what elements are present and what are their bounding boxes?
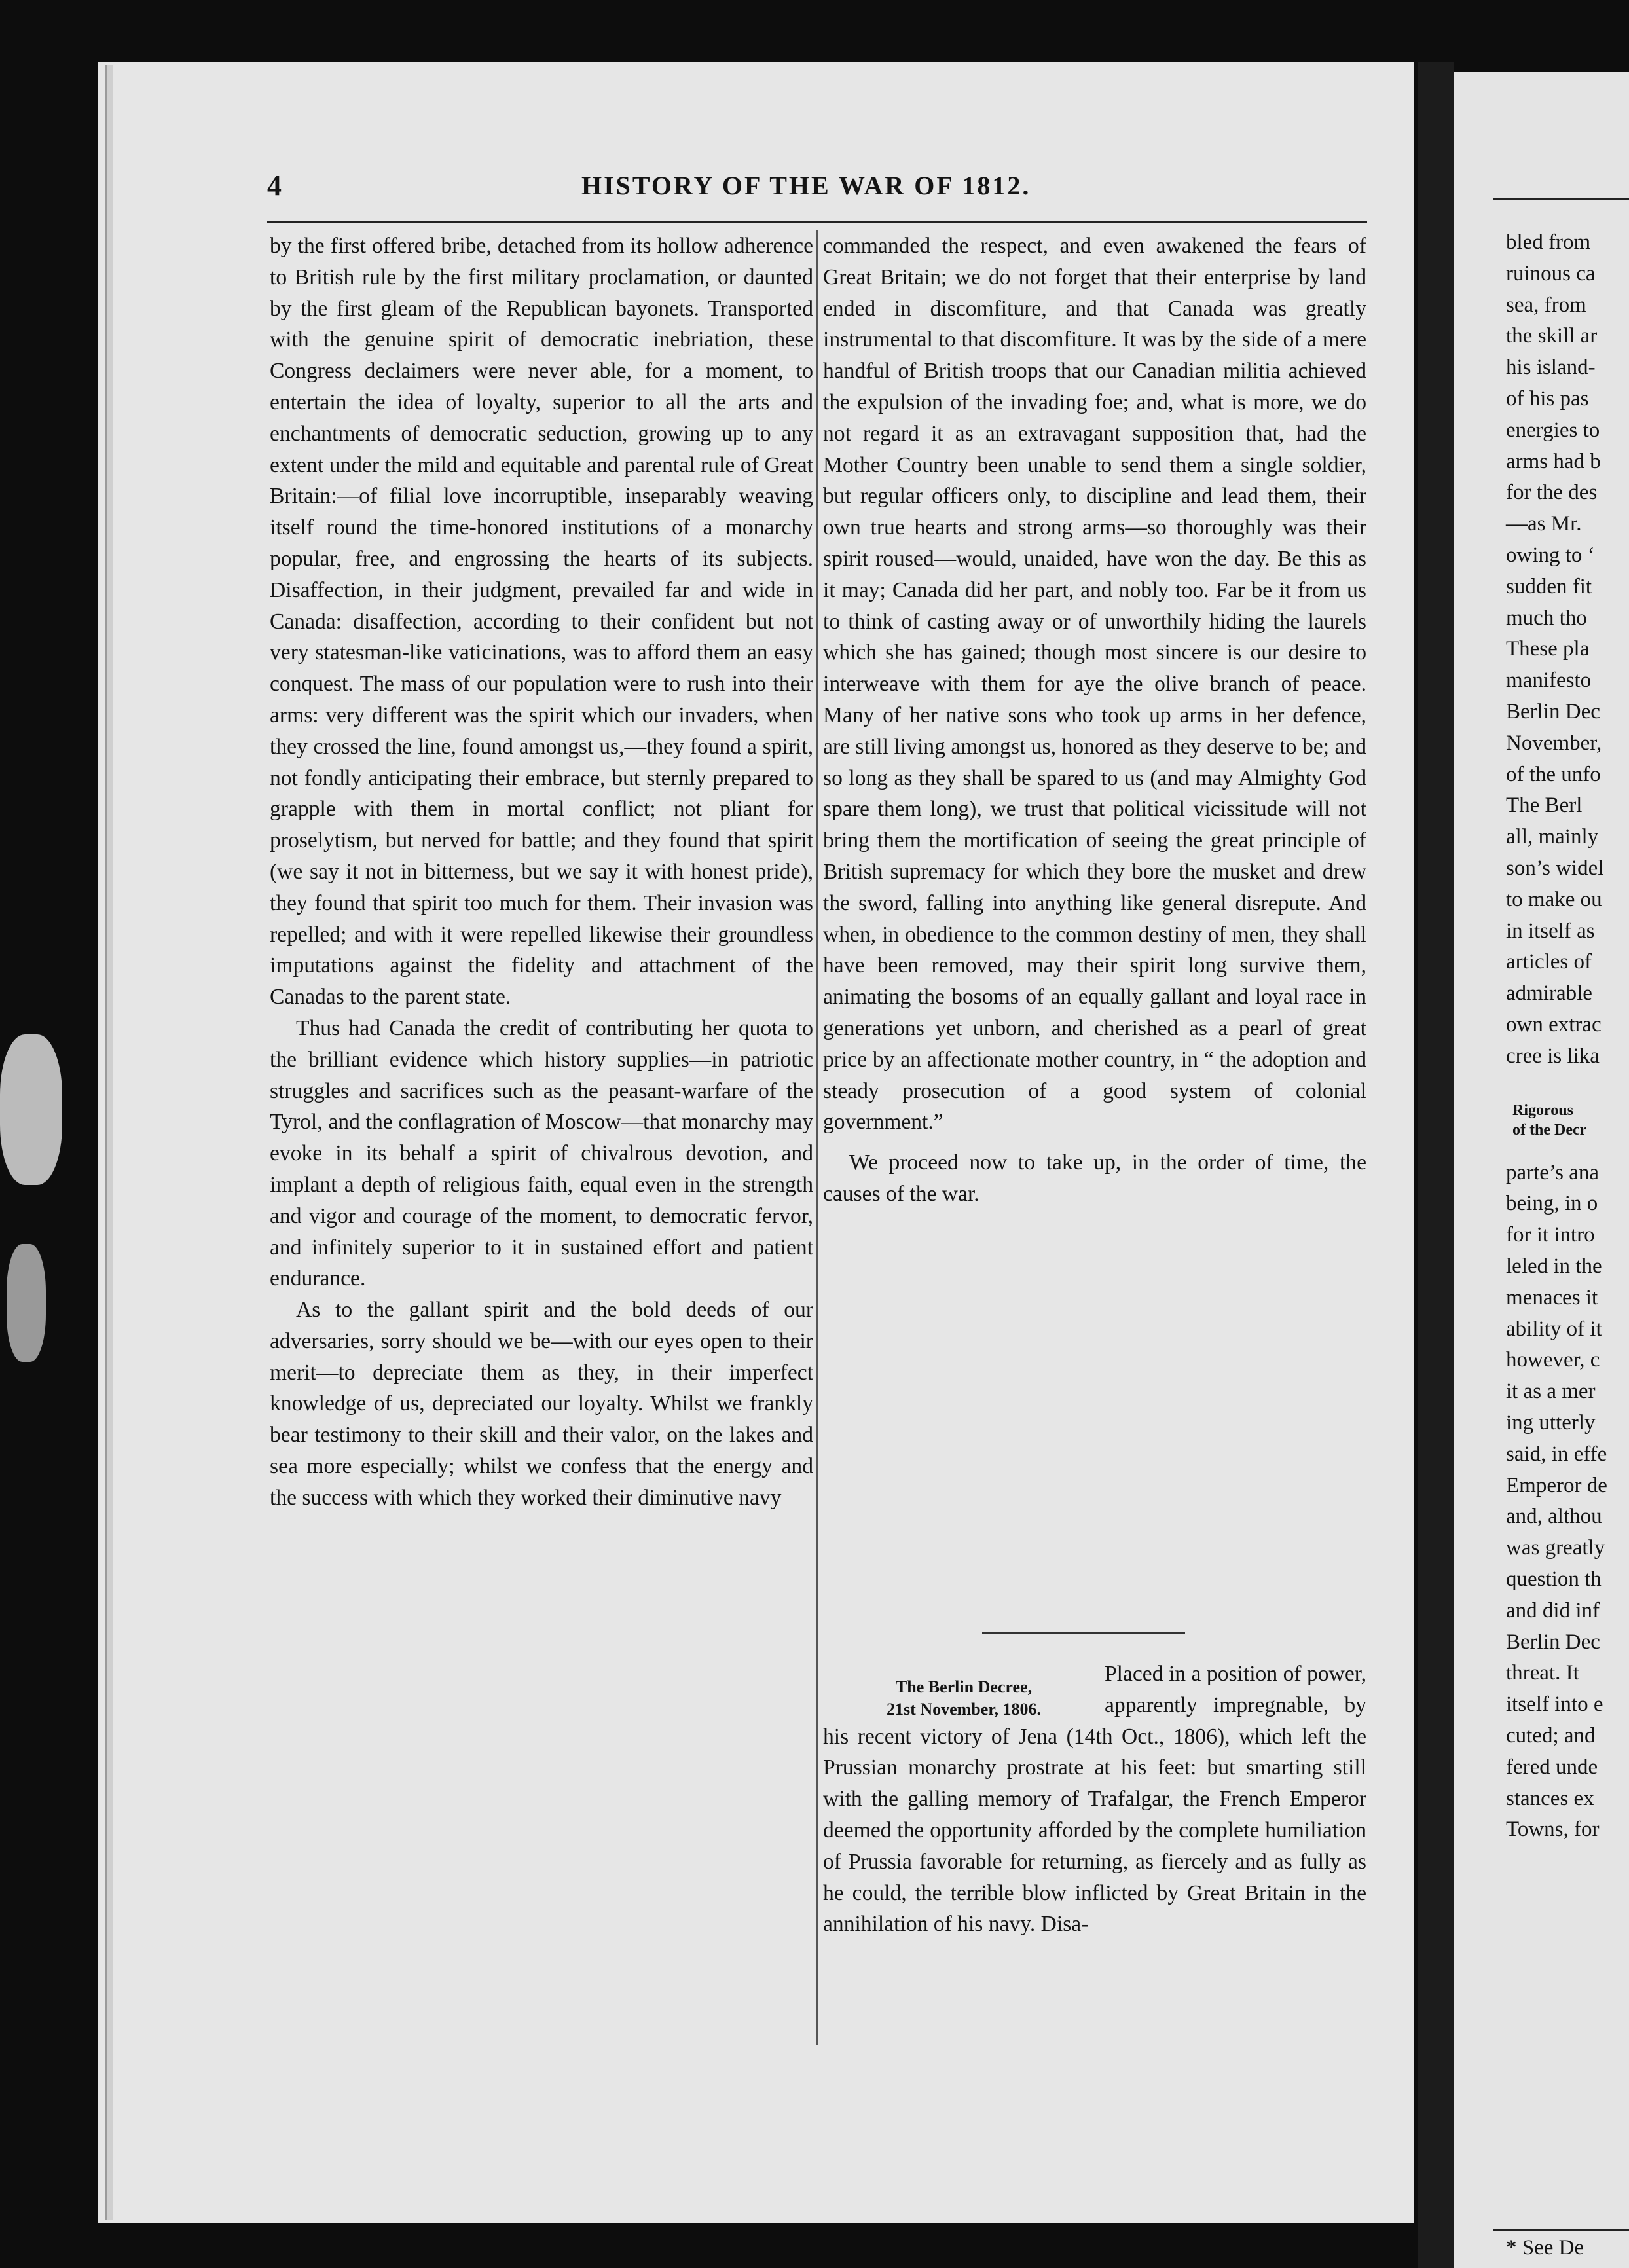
facing-page-line: admirable: [1506, 981, 1592, 1006]
footnote-rule: [1493, 2229, 1629, 2231]
facing-page-line: Emperor de: [1506, 1473, 1607, 1497]
margin-note-line: The Berlin Decree,: [895, 1677, 1033, 1696]
paragraph: Thus had Canada the credit of contributing her quota to the brilliant evidence which history supplies—in patriotic struggles and sacrifices such as the peasant-warfare of the Tyrol, and the conflagration of Moscow—that monarchy may evoke in its behalf a spirit of chivalrous devotion, and implant a depth of religious faith, equal even in the strength and vigor and courage of the moment, to democratic fervor, and infinitely superior to it in sustained effort and patient endurance.: [270, 1015, 813, 1291]
facing-page-line: parte’s ana: [1506, 1160, 1600, 1184]
paragraph: commanded the respect, and even awakened the fears of Great Britain; we do not forget that their enterprise by land ended in discomfiture, and that Canada was greatly instrumental to that discomfiture. It was by the side of a mere handful of British troops that our Canadian militia achieved the expulsion of the invading foe; and, what is more, we do not regard it as an extravagant supposition that, had the Mother Country been unable to send them a single soldier, but regular officers only, to discipline and lead them, their own true hearts and strong arms—so thoroughly was their spirit roused—would, unaided, have won the day. Be this as it may; Canada did her part, and nobly too. Far be it from us to think of casting away or of unworthily hiding the laurels which she has gained; though most sincere is our desire to interweave with them for aye the olive branch of peace. Many of her native sons who took up arms in her defence, are still living amongst us, honored as they deserve to be; and so long as they shall be spared to us (and may Almighty God spare them long), we trust that political vicissitude will not bring them the mortification of seeing the great principle of British supremacy for which they bore the musket and drew the sword, falling into anything like general disrepute. And when, in obedience to the common destiny of men, they shall have been removed, may their spirit long survive them, animating the bosoms of an equally gallant and loyal race in generations yet unborn, and cherished as a pearl of great price by an affectionate mother country, in “ the adoption and steady prosecution of a good system of colonial government.”: [823, 234, 1366, 1135]
facing-page-line: cree is lika: [1506, 1044, 1600, 1068]
paragraph: Placed in a position of power, apparently impregnable, by his recent victory of Jena (14th Oct., 1806), which left the Prussian monarchy prostrate at his feet: but smarting still with the galling memory of Trafalgar, the French Emperor deemed the opportunity afforded by the complete humiliation of Prussia favorable for returning, as fiercely and as fully as he could, the terrible blow inflicted by Great Britain in the annihilation of his navy. Disa-: [823, 1662, 1366, 1937]
facing-page-line: being, in o: [1506, 1192, 1598, 1216]
facing-page-line: was greatly: [1506, 1536, 1605, 1560]
facing-page-line: all, mainly: [1506, 825, 1599, 849]
facing-page-line: own extrac: [1506, 1013, 1602, 1036]
facing-page-line: Berlin Dec: [1506, 700, 1600, 723]
facing-page-footnote: * See De: [1506, 2236, 1584, 2259]
page-header: [267, 169, 1367, 215]
facing-page-line: leled in the: [1506, 1254, 1602, 1278]
paragraph: As to the gallant spirit and the bold deeds of our adversaries, sorry should we be—with our eyes open to their merit—to depreciate them as they, in their imperfect knowledge of us, depreciated our loyalty. Whilst we frankly bear testimony to their skill and their valor, on the lakes and sea more especially; whilst we confess that the energy and the success with which they worked their diminutive navy: [270, 1298, 813, 1510]
paragraph: by the first offered bribe, detached from its hollow adherence to British rule by the first military proclamation, or daunted by the first gleam of the Republican bayonets. Transported with the genuine spirit of democratic inebriation, these Congress declaimers were never able, for a moment, to entertain the idea of loyalty, superior to all the arts and enchantments of democratic seduction, growing up to any extent under the mild and equitable and parental rule of Great Britain:—of filial love incorruptible, inseparably weaving itself round the time-honored institutions of a monarchy popular, free, and engrossing the hearts of its subjects. Disaffection, in their judgment, prevailed far and wide in Canada: disaffection, according to their confident but not very statesman-like vaticinations, was to afford them an easy conquest. The mass of our population were to rush into their arms: very different was the spirit which our invaders, when they crossed the line, found amongst us,—they found a spirit, not fondly anticipating their embrace, but sternly prepared to grapple with them in mortal conflict; not pliant for proselytism, but nerved for battle; and they found that spirit (we say it not in bitterness, but we say it with honest pride), they found that spirit too much for them. Their invasion was repelled; and with it were repelled likewise their groundless imputations against the fidelity and attachment of the Canadas to the parent state.: [270, 234, 813, 1010]
facing-page-line: energies to: [1506, 418, 1600, 442]
facing-page-line: ability of it: [1506, 1317, 1602, 1341]
facing-page-line: —as Mr.: [1506, 512, 1582, 536]
paragraph: We proceed now to take up, in the order of time, the causes of the war.: [823, 1150, 1366, 1206]
facing-page-line: much tho: [1506, 606, 1587, 630]
facing-page-fragment: [1454, 72, 1629, 2268]
column-divider: [816, 230, 818, 2045]
running-title: HISTORY OF THE WAR OF 1812.: [581, 171, 1031, 200]
facing-page-margin-note: Rigorous: [1512, 1101, 1573, 1119]
facing-page-line: Towns, for: [1506, 1818, 1600, 1842]
facing-page-line: articles of: [1506, 950, 1592, 974]
facing-page-line: for it intro: [1506, 1223, 1595, 1247]
facing-page-line: ing utterly: [1506, 1411, 1596, 1435]
facing-page-line: the skill ar: [1506, 324, 1598, 348]
page-number: 4: [267, 170, 282, 202]
facing-page-line: menaces it: [1506, 1285, 1598, 1309]
facing-page-line: it as a mer: [1506, 1380, 1596, 1404]
facing-page-line: Berlin Dec: [1506, 1630, 1600, 1654]
facing-page-line: The Berl: [1506, 794, 1583, 818]
scan-artifact: [0, 1034, 62, 1185]
facing-page-line: stances ex: [1506, 1786, 1594, 1810]
facing-page-line: owing to ‘: [1506, 543, 1595, 567]
section-rule: [982, 1632, 1185, 1634]
book-spine: [1418, 62, 1454, 2268]
facing-page-line: of the unfo: [1506, 762, 1601, 786]
facing-page-line: and, althou: [1506, 1505, 1602, 1529]
facing-page-line: These pla: [1506, 637, 1590, 661]
facing-page-margin-note: of the Decr: [1512, 1121, 1587, 1139]
right-column: [823, 230, 1366, 1210]
facing-page-line: fered unde: [1506, 1755, 1598, 1779]
facing-page-line: cuted; and: [1506, 1724, 1596, 1747]
facing-page-line: sudden fit: [1506, 574, 1592, 598]
facing-page-line: ruinous ca: [1506, 261, 1596, 285]
left-column: [270, 230, 813, 1514]
facing-page-line: his island-: [1506, 356, 1596, 380]
header-rule: [1493, 198, 1629, 200]
facing-page-line: in itself as: [1506, 919, 1595, 943]
facing-page-line: question th: [1506, 1567, 1602, 1591]
facing-page-line: manifesto: [1506, 668, 1592, 693]
facing-page-line: November,: [1506, 731, 1602, 755]
facing-page-line: however, c: [1506, 1348, 1600, 1372]
margin-note-line: 21st November, 1806.: [887, 1700, 1041, 1719]
facing-page-line: of his pas: [1506, 387, 1589, 411]
header-rule: [267, 221, 1367, 223]
margin-note: [826, 1676, 1101, 1721]
facing-page-line: threat. It: [1506, 1661, 1579, 1685]
facing-page-line: to make ou: [1506, 887, 1602, 911]
facing-page-line: arms had b: [1506, 449, 1601, 473]
scan-artifact: [7, 1244, 46, 1362]
facing-page-line: bled from: [1506, 230, 1591, 254]
facing-page-line: and did inf: [1506, 1598, 1600, 1622]
facing-page-line: said, in effe: [1506, 1442, 1607, 1466]
facing-page-line: sea, from: [1506, 293, 1586, 317]
facing-page-line: for the des: [1506, 481, 1598, 505]
facing-page-line: son’s widel: [1506, 856, 1604, 880]
facing-page-line: itself into e: [1506, 1692, 1603, 1717]
page-edge: [105, 65, 113, 2220]
